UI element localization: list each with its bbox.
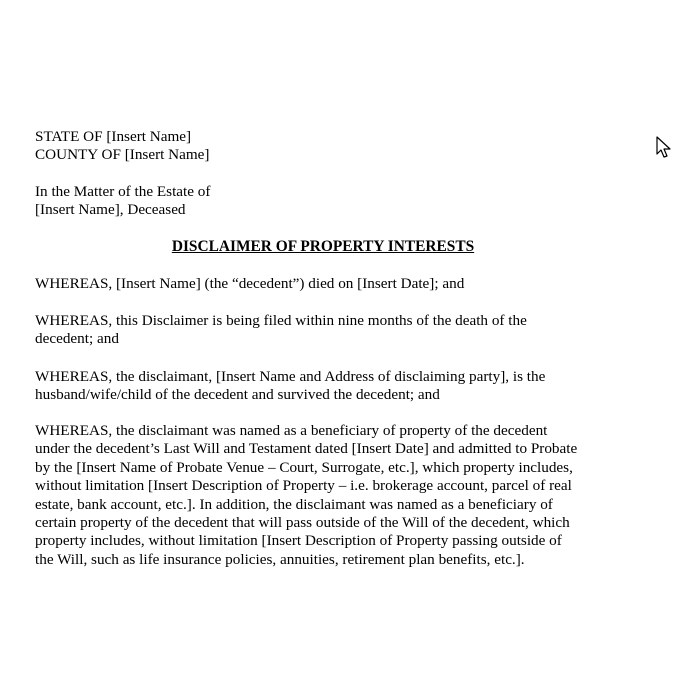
paragraph-line: property includes, without limitation [Insert Description of Property passing outside of xyxy=(35,532,562,550)
whereas-paragraph-3 xyxy=(35,368,615,405)
paragraph-line: WHEREAS, the disclaimant was named as a beneficiary of property of the decedent xyxy=(35,422,548,439)
jurisdiction-heading xyxy=(35,128,615,165)
document-title: DISCLAIMER OF PROPERTY INTERESTS xyxy=(171,238,475,255)
whereas-paragraph-4 xyxy=(35,422,615,569)
paragraph-line: estate, bank account, etc.]. In addition, the disclaimant was named as a beneficiary of xyxy=(35,495,553,513)
matter-line-2: [Insert Name], Deceased xyxy=(35,201,186,219)
paragraph-line: without limitation [Insert Description of Property – i.e. brokerage account, parcel of real xyxy=(35,477,572,495)
matter-caption xyxy=(35,183,615,220)
whereas-paragraph-1 xyxy=(35,275,615,293)
matter-line-1: In the Matter of the Estate of xyxy=(35,183,211,200)
county-line: COUNTY OF [Insert Name] xyxy=(35,146,210,164)
paragraph-line: WHEREAS, the disclaimant, [Insert Name and Address of disclaiming party], is the xyxy=(35,368,546,385)
paragraph-line: the Will, such as life insurance policies, annuities, retirement plan benefits, etc.]. xyxy=(35,550,525,568)
state-line: STATE OF [Insert Name] xyxy=(35,128,192,145)
paragraph-line: decedent; and xyxy=(35,330,119,348)
paragraph-line: certain property of the decedent that will pass outside of the Will of the decedent, which xyxy=(35,513,570,531)
paragraph-line: under the decedent’s Last Will and Testament dated [Insert Date] and admitted to Probate xyxy=(35,440,578,458)
arrow-pointer-icon xyxy=(656,136,672,160)
paragraph-line: WHEREAS, this Disclaimer is being filed within nine months of the death of the xyxy=(35,312,527,329)
paragraph-line: by the [Insert Name of Probate Venue – Court, Surrogate, etc.], which property includes, xyxy=(35,458,573,476)
whereas-paragraph-2 xyxy=(35,312,615,349)
paragraph-line: WHEREAS, [Insert Name] (the “decedent”) died on [Insert Date]; and xyxy=(35,275,465,292)
paragraph-line: husband/wife/child of the decedent and survived the decedent; and xyxy=(35,386,440,404)
